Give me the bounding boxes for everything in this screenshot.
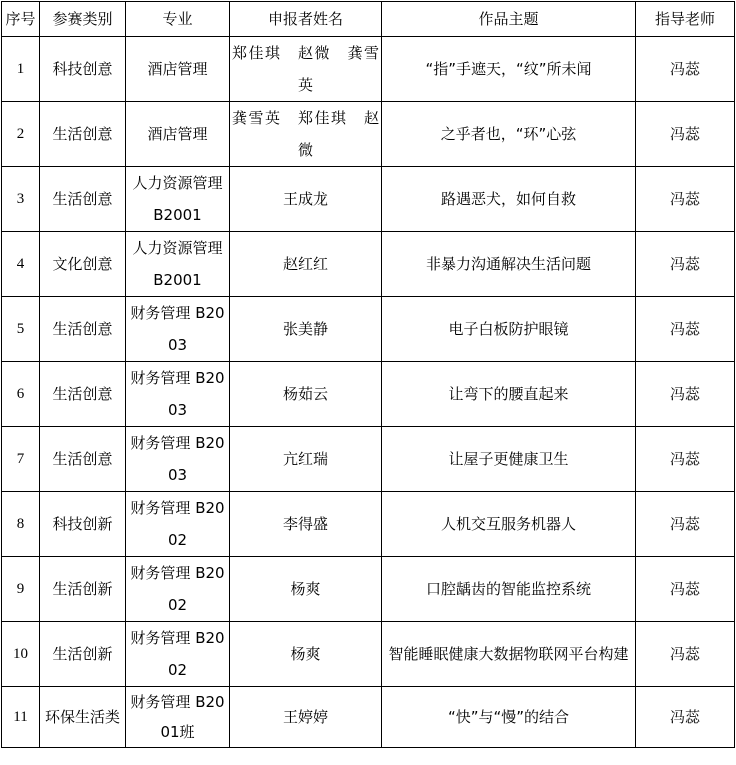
cell-applicant: 杨爽 [230,622,382,687]
cell-no: 9 [2,557,40,622]
cell-major: 财务管理 B2003 [126,297,230,362]
cell-category: 生活创意 [40,427,126,492]
cell-teacher: 冯蕊 [636,102,735,167]
cell-applicant: 李得盛 [230,492,382,557]
header-category: 参赛类别 [40,2,126,37]
cell-category: 生活创意 [40,167,126,232]
cell-category: 科技创意 [40,37,126,102]
cell-applicant: 亢红瑞 [230,427,382,492]
cell-major: 人力资源管理 B2001 [126,167,230,232]
cell-category: 生活创意 [40,102,126,167]
entries-table [1,1,735,748]
cell-topic: 智能睡眠健康大数据物联网平台构建 [382,622,636,687]
cell-topic: 让屋子更健康卫生 [382,427,636,492]
cell-teacher: 冯蕊 [636,622,735,687]
table-row [2,362,735,427]
cell-no: 4 [2,232,40,297]
cell-major: 财务管理 B2003 [126,427,230,492]
cell-teacher: 冯蕊 [636,427,735,492]
cell-no: 1 [2,37,40,102]
cell-teacher: 冯蕊 [636,492,735,557]
table-row [2,37,735,102]
cell-topic: 之乎者也，“环”心弦 [382,102,636,167]
cell-major: 财务管理 B2002 [126,492,230,557]
cell-no: 2 [2,102,40,167]
cell-major: 财务管理 B2002 [126,557,230,622]
cell-topic: 电子白板防护眼镜 [382,297,636,362]
cell-major: 财务管理 B2002 [126,622,230,687]
cell-teacher: 冯蕊 [636,297,735,362]
table-row [2,427,735,492]
cell-no: 5 [2,297,40,362]
cell-applicant: 赵红红 [230,232,382,297]
table-row [2,297,735,362]
cell-applicant: 杨茹云 [230,362,382,427]
cell-applicant: 王成龙 [230,167,382,232]
cell-applicant: 王婷婷 [230,687,382,748]
cell-no: 11 [2,687,40,748]
cell-teacher: 冯蕊 [636,232,735,297]
cell-category: 生活创新 [40,622,126,687]
cell-teacher: 冯蕊 [636,557,735,622]
table-row [2,687,735,748]
cell-major: 财务管理 B2003 [126,362,230,427]
cell-applicant: 郑佳琪 赵微 龚雪英 [230,37,382,102]
cell-no: 3 [2,167,40,232]
table-row [2,102,735,167]
cell-teacher: 冯蕊 [636,362,735,427]
header-topic: 作品主题 [382,2,636,37]
cell-major: 财务管理 B2001班 [126,687,230,748]
header-teacher: 指导老师 [636,2,735,37]
cell-applicant: 张美静 [230,297,382,362]
cell-major: 人力资源管理 B2001 [126,232,230,297]
cell-major: 酒店管理 [126,37,230,102]
cell-no: 6 [2,362,40,427]
table-row [2,232,735,297]
table-row [2,622,735,687]
cell-topic: 路遇恶犬，如何自救 [382,167,636,232]
cell-teacher: 冯蕊 [636,37,735,102]
cell-applicant: 龚雪英 郑佳琪 赵微 [230,102,382,167]
cell-no: 8 [2,492,40,557]
table-row [2,167,735,232]
cell-topic: 让弯下的腰直起来 [382,362,636,427]
cell-teacher: 冯蕊 [636,167,735,232]
table-row [2,557,735,622]
header-applicant: 申报者姓名 [230,2,382,37]
header-major: 专业 [126,2,230,37]
cell-topic: “指”手遮天，“纹”所未闻 [382,37,636,102]
cell-category: 生活创意 [40,297,126,362]
table-row [2,492,735,557]
cell-category: 生活创新 [40,557,126,622]
cell-applicant: 杨爽 [230,557,382,622]
cell-topic: 非暴力沟通解决生活问题 [382,232,636,297]
cell-category: 生活创意 [40,362,126,427]
header-no: 序号 [2,2,40,37]
cell-major: 酒店管理 [126,102,230,167]
cell-topic: 口腔龋齿的智能监控系统 [382,557,636,622]
cell-topic: 人机交互服务机器人 [382,492,636,557]
cell-no: 7 [2,427,40,492]
cell-topic: “快”与“慢”的结合 [382,687,636,748]
cell-teacher: 冯蕊 [636,687,735,748]
cell-category: 文化创意 [40,232,126,297]
cell-no: 10 [2,622,40,687]
cell-category: 环保生活类 [40,687,126,748]
cell-category: 科技创新 [40,492,126,557]
table-header-row [2,2,735,37]
